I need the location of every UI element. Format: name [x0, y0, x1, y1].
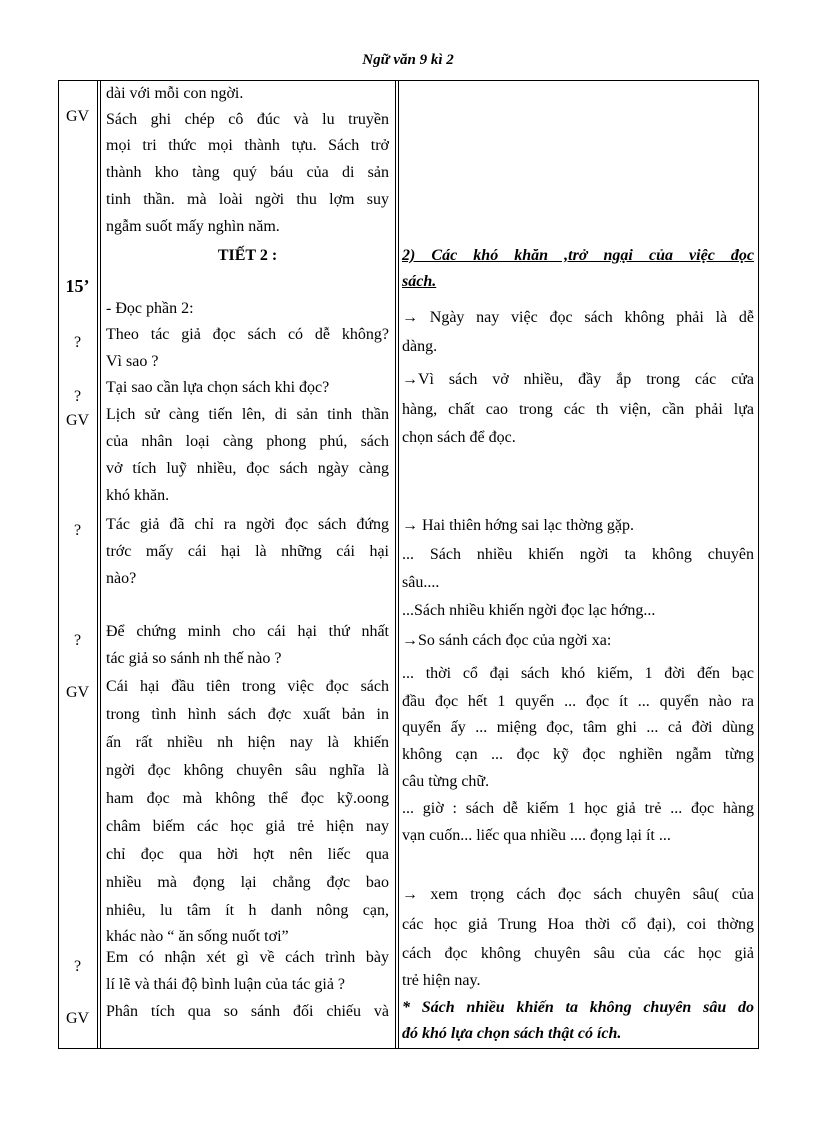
text-line: vở tích luỹ nhiều, đọc sách ngày càng: [106, 460, 389, 477]
question-marker: ?: [73, 958, 82, 975]
teacher-marker: GV: [65, 1010, 90, 1027]
column-divider: [395, 80, 396, 1049]
text-line: quyển ấy ... miệng đọc, tâm ghi ... cả đời dùng: [402, 719, 754, 736]
text-line: dàng.: [402, 338, 438, 355]
section-heading: 2) Các khó khăn ,trở ngại của việc đọc: [402, 247, 754, 264]
text-line: →So sánh cách đọc của ngời xa:: [402, 632, 612, 649]
text-line: nhiều mà đọng lại chẳng đợc bao: [106, 874, 389, 891]
text-line: Lịch sử càng tiến lên, di sản tinh thần: [106, 406, 389, 423]
teacher-marker: GV: [65, 684, 90, 701]
text-line: ngời đọc không chuyên sâu nghĩa là: [106, 762, 389, 779]
summary-note: đó khó lựa chọn sách thật có ích.: [402, 1025, 622, 1042]
text-line: → xem trọng cách đọc sách chuyên sâu( của: [402, 886, 754, 903]
text-line: câu từng chữ.: [402, 773, 490, 790]
text-line: chọn sách để đọc.: [402, 429, 516, 446]
text-line: chỉ đọc qua hời hợt nên liếc qua: [106, 846, 389, 863]
question-marker: ?: [73, 334, 82, 351]
question-marker: ?: [73, 388, 82, 405]
text-line: ... thời cổ đại sách khó kiếm, 1 đời đến bạc: [402, 665, 754, 682]
text-line: sâu....: [402, 574, 440, 591]
text-line: mọi tri thức mọi thành tựu. Sách trở: [106, 137, 389, 154]
text-line: các học giả Trung Hoa thời cổ đại), coi thờng: [402, 916, 754, 933]
text-line: ... giờ : sách dễ kiếm 1 học giả trẻ ... đọc hàng: [402, 800, 754, 817]
lesson-heading: TIẾT 2 :: [217, 247, 278, 264]
text-line: ham đọc mà không thể đọc kỹ.oong: [106, 790, 389, 807]
summary-note: * Sách nhiều khiến ta không chuyên sâu do: [402, 999, 754, 1016]
column-divider: [97, 80, 98, 1049]
text-line: Tại sao cần lựa chọn sách khi đọc?: [106, 379, 330, 396]
text-line: Để chứng minh cho cái hại thứ nhất: [106, 623, 389, 640]
text-line: - Đọc phần 2:: [106, 300, 194, 317]
text-line: tác giả so sánh nh thế nào ?: [106, 650, 282, 667]
section-heading: sách.: [402, 273, 437, 290]
text-line: không cạn ... đọc kỹ đọc nghiền ngẫm từng: [402, 746, 754, 763]
text-line: Tác giả đã chỉ ra ngời đọc sách đứng: [106, 516, 389, 533]
text-line: → Hai thiên hớng sai lạc thờng gặp.: [402, 517, 634, 534]
page-header-title: Ngữ văn 9 kì 2: [362, 52, 454, 68]
teacher-marker: GV: [65, 412, 90, 429]
column-divider: [398, 80, 399, 1049]
text-line: đầu đọc hết 1 quyển ... đọc ít ... quyển nào ra: [402, 693, 754, 710]
text-line: ấn rất nhiều nh hiện nay là khiến: [106, 734, 389, 751]
text-line: Em có nhận xét gì về cách trình bày: [106, 949, 389, 966]
text-line: ngẫm suốt mấy nghìn năm.: [106, 218, 280, 235]
text-line: trớc mấy cái hại là những cái hại: [106, 543, 389, 560]
text-line: khó khăn.: [106, 487, 170, 504]
text-line: Phân tích qua so sánh đối chiếu và: [106, 1003, 389, 1020]
text-line: cách đọc không chuyên sâu của các học giả: [402, 945, 754, 962]
text-line: trong tình hình sách đợc xuất bản in: [106, 706, 389, 723]
question-marker: ?: [73, 522, 82, 539]
text-line: vạn cuốn... liếc qua nhiều .... đọng lại ít ...: [402, 827, 671, 844]
text-line: Vì sao ?: [106, 353, 159, 370]
text-line: châm biếm các học giả trẻ hiện nay: [106, 818, 389, 835]
column-divider: [100, 80, 101, 1049]
text-line: → Ngày nay việc đọc sách không phải là dễ: [402, 309, 754, 326]
question-marker: ?: [73, 632, 82, 649]
text-line: thành kho tàng quý báu của di sản: [106, 164, 389, 181]
text-line: nào?: [106, 570, 137, 587]
text-line: hàng, chất cao trong các th viện, cần phải lựa: [402, 401, 754, 418]
teacher-marker: GV: [65, 108, 90, 125]
text-line: nhiêu, lu tâm ít h danh nông cạn,: [106, 902, 389, 919]
text-line: dài với mỗi con ngời.: [106, 85, 244, 102]
text-line: trẻ hiện nay.: [402, 972, 481, 989]
text-line: khác nào “ ăn sống nuốt tơi”: [106, 928, 289, 945]
text-line: ... Sách nhiều khiến ngời ta không chuyên: [402, 546, 754, 563]
text-line: tinh thần. mà loài ngời thu lợm suy: [106, 191, 389, 208]
text-line: Sách ghi chép cô đúc và lu truyền: [106, 111, 389, 128]
text-line: ...Sách nhiều khiến ngời đọc lạc hớng...: [402, 602, 656, 619]
text-line: Theo tác giả đọc sách có dễ không?: [106, 326, 389, 343]
text-line: lí lẽ và thái độ bình luận của tác giả ?: [106, 976, 346, 993]
text-line: Cái hại đầu tiên trong việc đọc sách: [106, 678, 389, 695]
text-line: của nhân loại càng phong phú, sách: [106, 433, 389, 450]
time-marker: 15’: [65, 276, 90, 296]
text-line: →Vì sách vở nhiều, đầy ắp trong các cửa: [402, 371, 754, 388]
